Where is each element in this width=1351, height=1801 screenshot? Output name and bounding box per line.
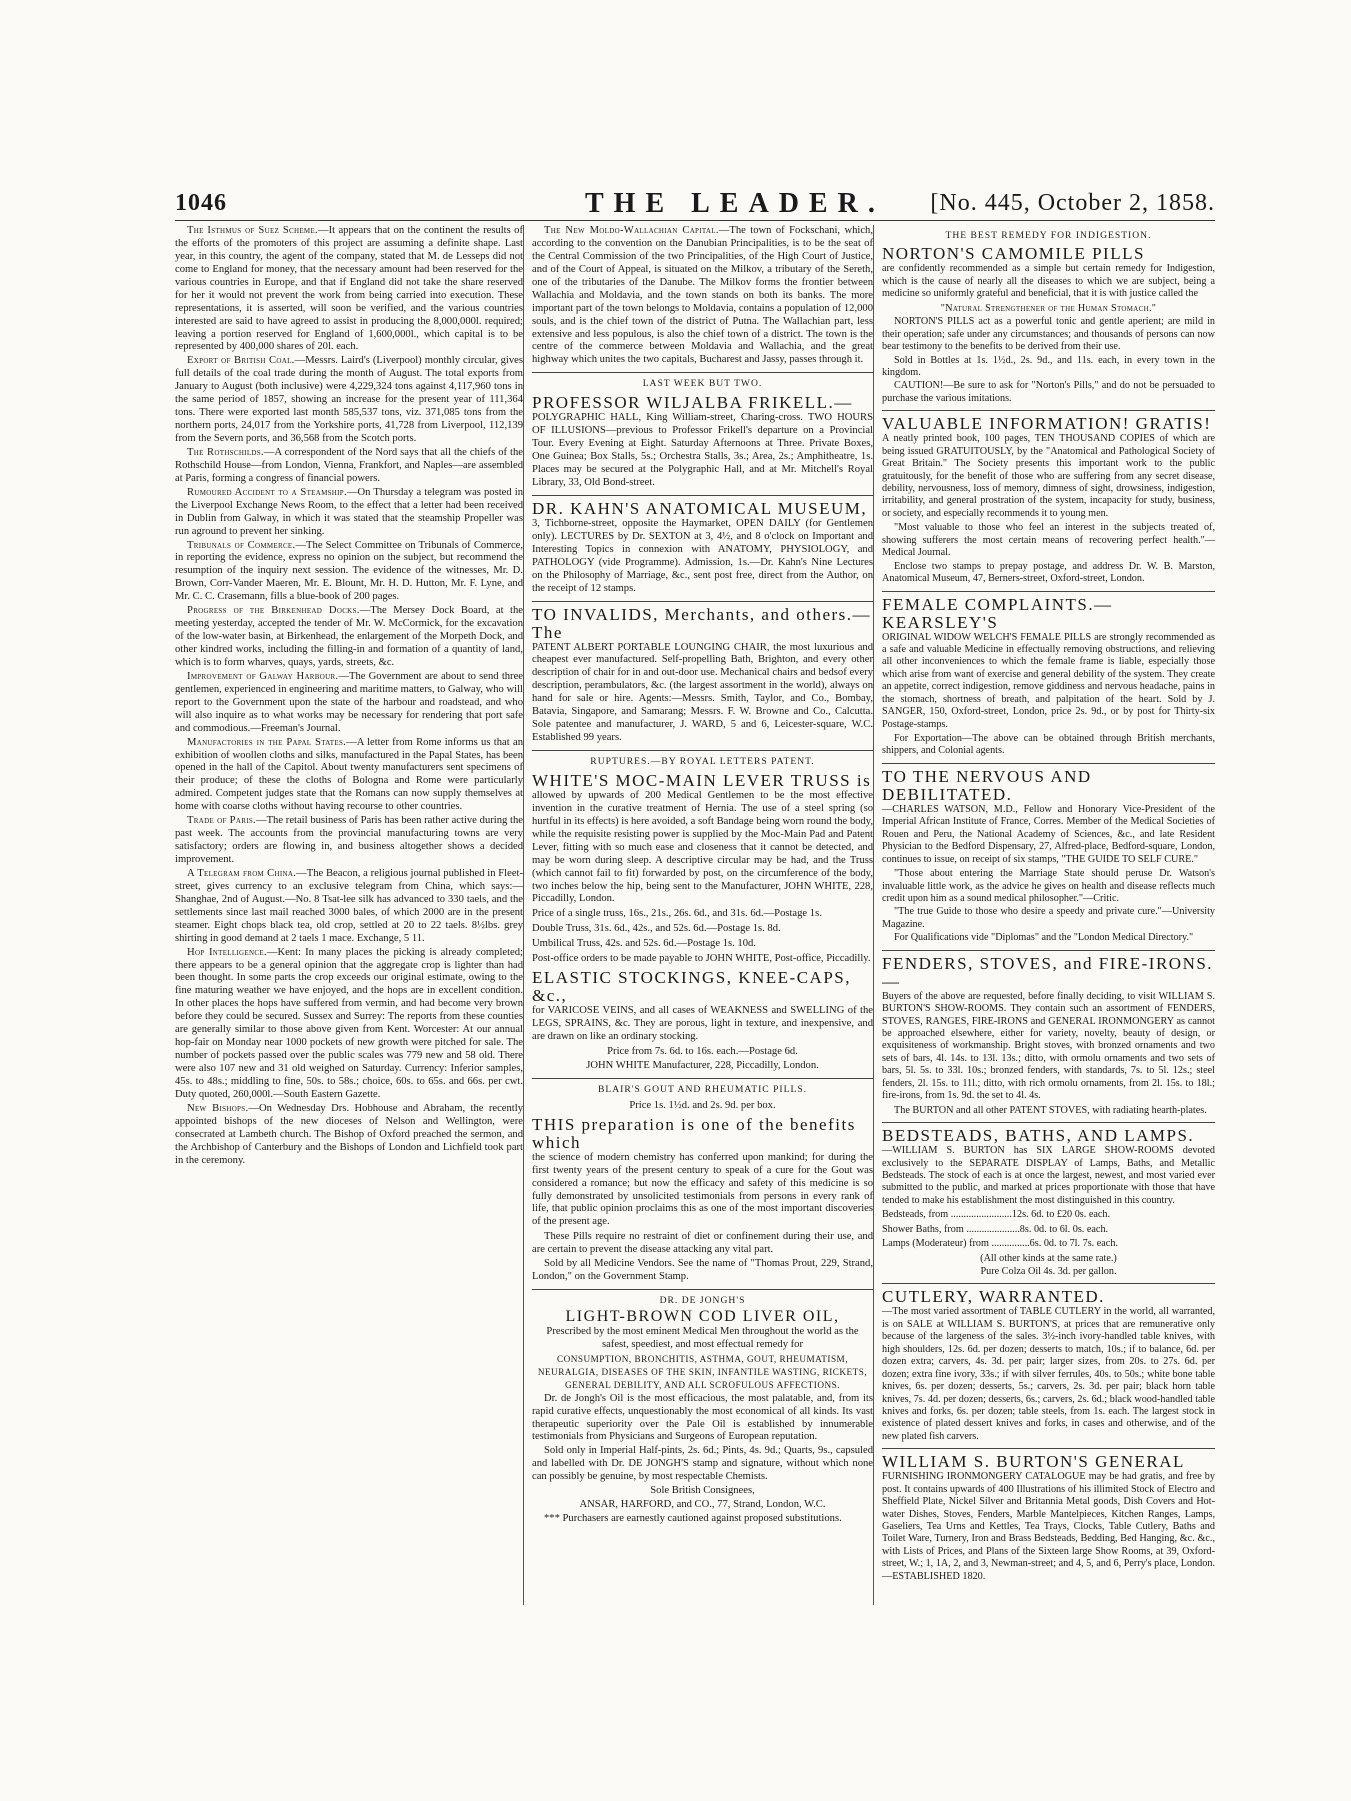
norton-quote: "Natural Strengthener of the Human Stomach." — [940, 302, 1157, 314]
dejongh-sub: Prescribed by the most eminent Medical Men throughout the world as the safest, speediest, and most effectual remedy for — [546, 1325, 859, 1350]
bedsteads-text: —WILLIAM S. BURTON has SIX LARGE SHOW-ROOMS devoted exclusively to the SEPARATE DISPLAY of Lamps, Baths, and Metallic Bedsteads. The stock of each is at once the largest, newest, and most varied ever submitted to the public, and marked at prices proportionate with those that have tended to make his establishment the most distinguished in this country. — [882, 1145, 1215, 1206]
ruptures-title: WHITE'S MOC-MAIN LEVER TRUSS is — [532, 770, 872, 790]
invalids-text: PATENT ALBERT PORTABLE LOUNGING CHAIR, the most luxurious and cheapest ever manufactured. Self-propelling Bath, Brighton, and every other description of chair for in and out-door use. Mechanical chairs and bedsof every description, perambulators, &c. (the largest assortment in the world), always on hand for sale or hire. Agents:—Messrs. Smith, Taylor, and Co., Bombay, Batavia, Singapore, and Samarang; Messrs. F. W. Browne and Co., Calcutta. Sole patentee and manufacturer, J. WARD, 5 and 6, Leicester-square, W.C. Established 99 years. — [532, 641, 873, 744]
nervous-title: TO THE NERVOUS AND DEBILITATED. — [882, 766, 1092, 804]
news-text: —The Beacon, a religious journal published in Fleet-street, gives currency to an exclusive telegram from China, which says:—Shanghae, 2nd of August.—No. 8 Tsat-lee silk has advanced to 330 taels, and the settlements since last mail reached 3000 bales, of which 2000 are in the present steamer. Eight chops black tea, old crop, settled at 20 to 22 taels. 8½lbs. grey shirting in good demand at 2 taels 1 mace. Exchange, 5 11. — [175, 867, 523, 944]
dejongh-heading: DR. DE JONGH'S — [659, 1295, 746, 1307]
norton-title: NORTON'S CAMOMILE PILLS — [882, 244, 1145, 264]
valuable-title: VALUABLE INFORMATION! GRATIS! — [882, 414, 1212, 434]
blair-title: THIS preparation is one of the benefits which — [532, 1114, 856, 1152]
frikell-title: PROFESSOR WILJALBA FRIKELL.— — [532, 393, 853, 413]
masthead: THE LEADER. — [585, 188, 885, 219]
frikell-text: POLYGRAPHIC HALL, King William-street, Charing-cross. TWO HOURS OF ILLUSIONS—previous to Professor Frikell's departure on a Provincial Tour. Every Evening at Eight. Saturday Afternoons at Three. Private Boxes, One Guinea; Box Stalls, 5s.; Orchestra Stalls, 3s.; Area, 2s.; Amphitheatre, 1s. Places may be secured at the Polygraphic Hall, and at Mr. Mitchell's Royal Library, 33, Old Bond-street. — [532, 412, 873, 488]
news-lead: Rumoured Accident to a Steamship. — [187, 486, 347, 498]
valuable-text: A neatly printed book, 100 pages, TEN THOUSAND COPIES of which are being issued GRATUITOUSLY, by the "Anatomical and Pathological Society of Great Britain." The Society presents this important work to the public gratuitously, for the benefit of those who are suffering from any secret disease, debility, nervousness, loss of memory, dimness of sight, drowsiness, indigestion, irritability, and general prostration of the system, incapacity for study, business, or society, and especially recommends it to young men. — [882, 433, 1215, 519]
news-lead: Progress of the Birkenhead Docks. — [187, 605, 360, 617]
valuable-text-2: Enclose two stamps to prepay postage, and address Dr. W. B. Marston, Anatomical Museum, 47, Berners-street, Oxford-street, London. — [882, 560, 1215, 585]
news-text: —Messrs. Laird's (Liverpool) monthly circular, gives full details of the coal trade during the month of August. The total exports from January to August (both inclusive) were 4,229,324 tons against 4,117,960 tons in the same period of 1857, showing an increase for the present year of 111,364 tons. There were exported last month 585,537 tons, viz. 371,085 tons from the northern ports, 24,017 from the Yorkshire ports, 41,728 from Liverpool, 112,139 from the Severn ports, and 36,568 from the Scotch ports. — [175, 355, 524, 444]
news-text: —The retail business of Paris has been rather active during the past week. The accounts from the provincial manufacturing towns are very satisfactory; orders are flowing in, and business altogether shows a decided improvement. — [175, 815, 524, 865]
news-lead: Tribunals of Commerce. — [187, 539, 296, 551]
frikell-heading: LAST WEEK BUT TWO. — [642, 378, 763, 390]
blair-price: Price 1s. 1½d. and 2s. 9d. per box. — [629, 1099, 776, 1111]
norton-heading: THE BEST REMEDY FOR INDIGESTION. — [945, 230, 1152, 241]
divider — [532, 372, 873, 373]
divider — [882, 1122, 1215, 1123]
nervous-quote: "Those about entering the Marriage State should peruse Dr. Watson's invaluable little work, as the advice he gives on health and disease reflects much credit upon him as a sound medical philosopher."—Critic. — [882, 868, 1215, 904]
divider — [882, 1283, 1215, 1284]
news-lead: Export of British Coal. — [187, 355, 295, 367]
blair-text-3: Sold by all Medicine Vendors. See the name of "Thomas Prout, 229, Strand, London," on the Government Stamp. — [532, 1258, 873, 1283]
column-advertisements-1 — [523, 225, 873, 1605]
catalogue-title: WILLIAM S. BURTON'S GENERAL — [882, 1452, 1185, 1472]
column-news — [175, 225, 523, 1169]
news-text: —The Select Committee on Tribunals of Commerce, in reporting the evidence, express no opinion on the subject, but recommend the resumption of the inquiry next session. The evidence of the witnesses, Mr. D. Brown, Corr-Vander Maeren, Mr. E. Blount, Mr. H. D. Hutton, Mr. F. Lyne, and Mr. C. C. Crasemann, fills a blue-book of 200 pages. — [175, 539, 523, 603]
bedsteads-title: BEDSTEADS, BATHS, AND LAMPS. — [882, 1126, 1195, 1146]
bedsteads-price-1: Bedsteads, from ........................12s. 6d. to £20 0s. each. — [882, 1209, 1111, 1221]
header-rule — [175, 220, 1215, 221]
norton-text-3: Sold in Bottles at 1s. 1½d., 2s. 9d., and 11s. each, in every town in the kingdom. — [882, 354, 1215, 378]
blair-text-2: These Pills require no restraint of diet or confinement during their use, and are certain to prevent the disease attacking any vital part. — [532, 1231, 873, 1256]
kahn-text: 3, Tichborne-street, opposite the Haymarket, OPEN DAILY (for Gentlemen only). LECTURES by Dr. SEXTON at 3, 4½, and 8 o'clock on Important and Interesting Topics in connexion with ANATOMY, PHYSIOLOGY, and PATHOLOGY (vide Programme). Admission, 1s.—Dr. Kahn's Nine Lectures on the Philosophy of Marriage, &c., sent post free, direct from the Author, on the receipt of 12 stamps. — [532, 517, 873, 594]
nervous-quote-2: "The true Guide to those who desire a speedy and private cure."—University Magazine. — [882, 906, 1215, 930]
news-paragraph — [175, 737, 523, 815]
news-paragraph — [175, 540, 523, 605]
news-text: —A correspondent of the Nord says that all the chiefs of the Rothschild House—from London, Vienna, Frankfort, and Naples—are assembled at Paris, forming a congress of financial powers. — [175, 446, 523, 484]
nervous-text-2: For Qualifications vide "Diplomas" and the "London Medical Directory." — [894, 932, 1194, 944]
catalogue-text: FURNISHING IRONMONGERY CATALOGUE may be had gratis, and free by post. It contains upwards of 400 Illustrations of his illimited Stock of Electro and Sheffield Plate, Nickel Silver and Britannia Metal goods, Dish Covers and Hot-water Dishes, Stoves, Fenders, Marble Mantelpieces, Kitchen Ranges, Lamps, Gaseliers, Tea Urns and Kettles, Tea Trays, Clocks, Table Cutlery, Baths and Toilet Ware, Turnery, Iron and Brass Bedsteads, Bedding, Bed Hanging, &c. &c., with Lists of Prices, and Plans of the Sixteen large Show Rooms, at 39, Oxford-street, W.; 1, 1A, 2, and 3, Newman-street; and 4, 5, and 6, Perry's place, London.—ESTABLISHED 1820. — [882, 1471, 1215, 1582]
divider — [532, 1078, 873, 1079]
issue-info: [No. 445, October 2, 1858. — [930, 190, 1215, 216]
news-lead: The Rothschilds. — [187, 446, 264, 458]
news-paragraph — [175, 947, 523, 1102]
dejongh-consignees: Sole British Consignees, — [650, 1485, 755, 1497]
news-lead: A Telegram from China. — [187, 867, 297, 879]
fenders-title: FENDERS, STOVES, and FIRE-IRONS.— — [882, 953, 1214, 991]
norton-text-2: NORTON'S PILLS act as a powerful tonic and gentle aperient; are mild in their operation; safe under any circumstances; and thousands of persons can now bear testimony to the benefits to be derived from their use. — [882, 316, 1215, 353]
fenders-text: Buyers of the above are requested, before finally deciding, to visit WILLIAM S. BURTON'S SHOW-ROOMS. They contain such an assortment of FENDERS, STOVES, RANGES, FIRE-IRONS and GENERAL IRONMONGERY as cannot be approached elsewhere, either for variety, novelty, beauty of design, or exquisiteness of workmanship. Bright stoves, with bronzed ornaments and two sets of bars, 4l. 14s. to 13l. 13s.; ditto, with ormolu ornaments and two sets of bars, 5l. 5s. to 33l. 10s.; bronzed fenders, with standards, 7s. to 5l. 12s.; steel fenders, 2l. 15s. to 11l.; ditto, with rich ormolu ornaments, from 2l. 15s. to 18l.; fire-irons, from 1s. 9d. the set to 4l. 4s. — [882, 990, 1215, 1102]
page-number: 1046 — [175, 190, 227, 216]
news-lead: Hop Intelligence. — [187, 946, 267, 958]
female-title: FEMALE COMPLAINTS.—KEARSLEY'S — [882, 594, 1113, 632]
news-paragraph — [175, 1103, 523, 1168]
ruptures-price-4: Post-office orders to be made payable to JOHN WHITE, Post-office, Piccadilly. — [532, 953, 871, 965]
news-paragraph — [175, 868, 523, 946]
article-moldo: The New Moldo-Wallachian Capital.—The town of Fockschani, which, according to the convention on the Danubian Principalities, is to be the seat of the Central Commission of the two Principalities, of the High Court of Justice, and of the Court of Appeal, is situated on the Milkov, a tributary of the Sereth, one of the tributaries of the Danube. The Milkov forms the frontier between Wallachia and Moldavia, and the town stands on both its banks. The more important part of the town belongs to Moldavia, contains a population of 12,000 souls, and is the chief town of the district of Putna. The Wallachian part, less extensive and less populous, is also the chief town of a district. The town is the centre of the commerce between Moldavia and Wallachia, and the great highway which unites the two capitals, Bucharest and Jassy, passes through it. — [532, 225, 874, 366]
norton-text: are confidently recommended as a simple but certain remedy for Indigestion, which is the cause of nearly all the diseases to which we are subject, being a medicine so uniformly grateful and beneficial, that it is with justice called the — [882, 263, 1215, 300]
elastic-price: Price from 7s. 6d. to 16s. each.—Postage 6d. — [607, 1045, 798, 1057]
news-text: —It appears that on the continent the results of the efforts of the promoters of this project are assuming a definite shape. Last year, in this country, the agent of the company, stated that M. de Lesseps did not come to England for money, that the necessary amount had been reserved for the various countries in Europe, and that if England did not take the share reserved for her it would not prevent the work from being carried into execution. These representations, it is asserted, will soon be verified, and the various countries interested are said to have agreed to assist in producing the 8,000,000l. required; leaving a portion reserved for England of 1,600,000l., which capital is to be represented by 400,000 shares of 20l. each. — [175, 225, 523, 353]
elastic-text: for VARICOSE VEINS, and all cases of WEAKNESS and SWELLING of the LEGS, SPRAINS, &c. They are porous, light in texture, and inexpensive, and are drawn on like an ordinary stocking. — [532, 1005, 873, 1042]
divider — [882, 950, 1215, 951]
bedsteads-oil: Pure Colza Oil 4s. 3d. per gallon. — [980, 1266, 1117, 1277]
cutlery-text: —The most varied assortment of TABLE CUTLERY in the world, all warranted, is on SALE at WILLIAM S. BURTON'S, at prices that are remunerative only because of the largeness of the sales. 3½-inch ivory-handled table knives, with high shoulders, 12s. 6d. per dozen; desserts to match, 10s.; if to balance, 6d. per dozen extra; carvers, 4s. 3d. per pair; larger sizes, from 20s. to 27s. 6d. per dozen; extra fine ivory, 33s.; if with silver ferrules, 40s. to 50s.; white bone table knives, 6s. per dozen; desserts, 5s.; carvers, 2s. 3d. per pair; black horn table knives, 7s. 4d. per dozen; desserts, 6s.; carvers, 2s. 6d.; black wood-handled table knives and forks, 6s. per dozen; table steels, from 1s. each. The largest stock in existence of plated dessert knives and forks, in cases and otherwise, and of the new plated fish carvers. — [882, 1306, 1215, 1442]
news-paragraph — [175, 605, 523, 670]
news-paragraph — [175, 355, 523, 446]
ruptures-heading: RUPTURES.—BY ROYAL LETTERS PATENT. — [590, 756, 815, 767]
news-text: —On Thursday a telegram was posted in the Liverpool Exchange News Room, to the effect that a letter had been received in Dublin from Galway, in which it was stated that the steamship Propeller was run aground to prevent her sinking. — [175, 486, 523, 537]
news-lead: Manufactories in the Papal States. — [187, 736, 347, 748]
news-lead: Improvement of Galway Harbour. — [187, 670, 339, 682]
news-text: —A letter from Rome informs us that an exhibition of woollen cloths and silks, manufactured in the Papal States, has been opened in the hall of the Capitol. About twenty manufacturers sent specimens of their produce; of these the cloths of Bologna and Rome were particularly admired. Competent judges state that the Romans can now supply themselves at home with coarse cloths without having recourse to other countries. — [175, 736, 523, 813]
divider — [532, 750, 873, 751]
news-paragraph — [175, 487, 523, 539]
divider — [532, 495, 873, 496]
female-text: ORIGINAL WIDOW WELCH'S FEMALE PILLS are strongly recommended as a safe and valuable Medicine in effectually removing obstructions, and relieving all other inconveniences to which the female frame is liable, especially those which arise from want of exercise and general debility of the system. They create an appetite, correct indigestion, remove giddiness and nervous headache, pains in the stomach, shortness of breath, and palpitation of the heart. Sold by J. SANGER, 150, Oxford-street, London, price 2s. 9d., or by post for Thirty-six Postage-stamps. — [882, 631, 1215, 730]
news-paragraph — [175, 225, 523, 354]
female-text-2: For Exportation—The above can be obtained through British merchants, shippers, and Colonial agents. — [882, 733, 1215, 757]
dejongh-caution: *** Purchasers are earnestly cautioned against proposed substitutions. — [544, 1513, 842, 1525]
news-text: —Kent: In many places the picking is already completed; there appears to be a general opinion that the aggregate crop is lighter than had been thought. In some parts the crop exceeds our original estimate, owing to the fine maturing weather we have enjoyed, and the hops are in excellent condition. In other places the hops have suffered from vermin, and had become very brown before they could be secured. Sussex and Surrey: The reports from these counties are generally similar to those above given from Kent. Worcester: At our annual hop-fair on Monday near 1000 pockets of new growth were pitched for sale. The number of pockets passed over the public scales was 779 new and 58 old. There were also 107 new and 31 old weighed on Saturday. Currency: Inferior samples, 45s. to 48s.; middling to fine, 50s. to 58s.; choice, 60s. to 65s. and 66s. per cwt. Duty quoted, 260,000l.—South Eastern Gazette. — [175, 946, 523, 1100]
bedsteads-note: (All other kinds at the same rate.) — [980, 1252, 1117, 1264]
news-paragraph — [175, 671, 523, 736]
nervous-text: —CHARLES WATSON, M.D., Fellow and Honorary Vice-President of the Imperial African Institute of France, Corres. Member of the Medical Societies of Rouen and Peru, the National Academy of Sciences, &c., and late Resident Physician to the Bedford Dispensary, 27, Alfred-place, Bedford-square, London, continues to issue, on receipt of six stamps, "THE GUIDE TO SELF CURE." — [882, 803, 1215, 865]
ruptures-text: allowed by upwards of 200 Medical Gentlemen to be the most effective invention in the curative treatment of Hernia. The use of a steel spring (so hurtful in its effects) is here avoided, a soft Bandage being worn round the body, while the requisite resisting power is supplied by the Moc-Main Pad and Patent Lever, fitting with so much ease and closeness that it cannot be detected, and may be worn during sleep. A descriptive circular may be had, and the Truss (which cannot fail to fit) forwarded by post, on the circumference of the body, two inches below the hip, being sent to the Manufacturer, JOHN WHITE, 228, Piccadilly, London. — [532, 789, 873, 905]
bedsteads-price-2: Shower Baths, from .....................8s. 0d. to 6l. 0s. each. — [882, 1223, 1109, 1235]
dejongh-list: CONSUMPTION, BRONCHITIS, ASTHMA, GOUT, RHEUMATISM, NEURALGIA, DISEASES OF THE SKIN, INFANTILE WASTING, RICKETS, GENERAL DEBILITY, AND ALL SCROFULOUS AFFECTIONS. — [537, 1353, 868, 1390]
divider — [882, 763, 1215, 764]
dejongh-address: ANSAR, HARFORD, and CO., 77, Strand, London, W.C. — [579, 1499, 826, 1511]
ruptures-price-2: Double Truss, 31s. 6d., 42s., and 52s. 6d.—Postage 1s. 8d. — [532, 923, 781, 935]
divider — [532, 1289, 873, 1290]
dejongh-title: LIGHT-BROWN COD LIVER OIL, — [565, 1308, 840, 1325]
divider — [882, 1448, 1215, 1449]
norton-text-4: CAUTION!—Be sure to ask for "Norton's Pills," and do not be persuaded to purchase the various imitations. — [882, 380, 1215, 404]
invalids-title: TO INVALIDS, Merchants, and others.—The — [532, 604, 872, 642]
news-lead: Trade of Paris. — [187, 815, 256, 827]
news-text: —The Mersey Dock Board, at the meeting yesterday, accepted the tender of Mr. W. McCormick, for the excavation of the low-water basin, at Birkenhead, the enlargement of the Morpeth Dock, and other kindred works, including the filling-in and formation of a quantity of land, which is to form wharves, quays, yards, streets, &c. — [175, 605, 523, 668]
elastic-maker: JOHN WHITE Manufacturer, 228, Piccadilly, London. — [586, 1059, 819, 1071]
divider — [532, 601, 873, 602]
news-paragraph — [175, 815, 523, 867]
ruptures-price-1: Price of a single truss, 16s., 21s., 26s. 6d., and 31s. 6d.—Postage 1s. — [532, 908, 822, 920]
kahn-title: DR. KAHN'S ANATOMICAL MUSEUM, — [532, 498, 868, 518]
fenders-text-2: The BURTON and all other PATENT STOVES, with radiating hearth-plates. — [894, 1104, 1207, 1116]
dejongh-text: Dr. de Jongh's Oil is the most efficacious, the most palatable, and, from its rapid curative effects, unquestionably the most economical of all kinds. Its vast therapeutic superiority over the Pale Oil is established by innumerable testimonials from Physicians and Surgeons of European reputation. — [532, 1392, 873, 1443]
elastic-title: ELASTIC STOCKINGS, KNEE-CAPS, &c., — [532, 968, 851, 1006]
cutlery-title: CUTLERY, WARRANTED. — [882, 1287, 1105, 1307]
ruptures-price-3: Umbilical Truss, 42s. and 52s. 6d.—Postage 1s. 10d. — [532, 938, 756, 950]
valuable-quote: "Most valuable to those who feel an interest in the subjects treated of, showing sufferers the most certain means of recovering perfect health."—Medical Journal. — [882, 522, 1215, 559]
bedsteads-price-3: Lamps (Moderateur) from ...............6s. 0d. to 7l. 7s. each. — [882, 1238, 1118, 1250]
divider — [882, 591, 1215, 592]
news-paragraph — [175, 447, 523, 486]
news-lead: New Bishops. — [187, 1102, 249, 1114]
news-lead: The Isthmus of Suez Scheme. — [187, 225, 318, 236]
news-text: —On Wednesday Drs. Hobhouse and Abraham, the recently appointed bishops of the new dioceses of Nelson and Wellington, were consecrated at Lambeth church. The Bishop of Oxford preached the sermon, and the Archbishop of Canterbury and the Bishops of London and Lichfield took part in the ceremony. — [175, 1102, 523, 1166]
blair-heading: BLAIR'S GOUT AND RHEUMATIC PILLS. — [597, 1083, 808, 1095]
column-advertisements-2 — [873, 225, 1215, 1605]
blair-text: the science of modern chemistry has conferred upon mankind; for during the first twenty years of the present century to speak of a cure for the Gout was considered a romance; but now the efficacy and safety of this medicine is so fully demonstrated by unsolicited testimonials from persons in every rank of life, that public opinion proclaims this as one of the most important discoveries of the present age. — [532, 1151, 873, 1228]
news-text: —The Government are about to send three gentlemen, experienced in engineering and maritime matters, to Galway, who will report to the Government upon the state of the harbour and roadstead, and who will also inquire as to what works may be necessary for rendering that port safe and commodious.—Freeman's Journal. — [175, 670, 523, 734]
page-header — [175, 188, 1215, 220]
divider — [882, 410, 1215, 411]
dejongh-text-2: Sold only in Imperial Half-pints, 2s. 6d.; Pints, 4s. 9d.; Quarts, 9s., capsuled and labelled with Dr. DE JONGH'S stamp and signature, without which none can possibly be genuine, by most respectable Chemists. — [532, 1445, 873, 1483]
